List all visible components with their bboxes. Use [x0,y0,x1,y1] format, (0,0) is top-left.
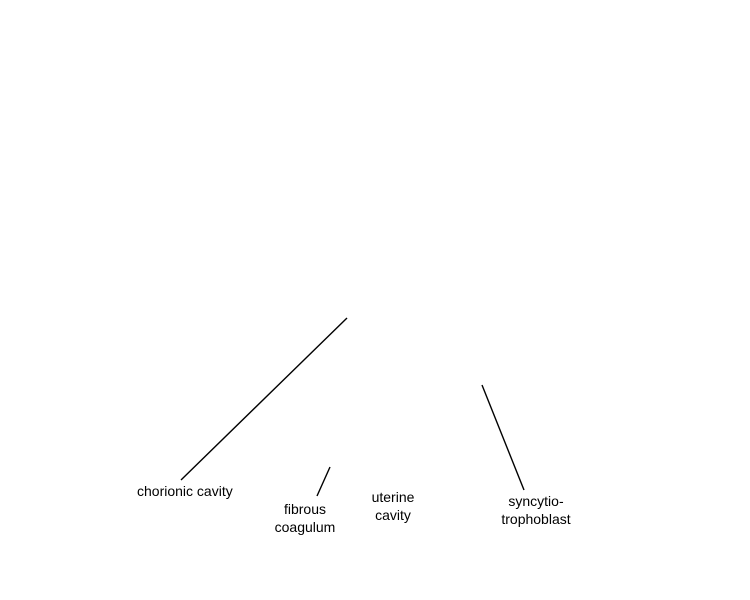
fibrous-coagulum-line2: coagulum [274,519,336,535]
syncytiotrophoblast-leader-line [482,385,524,490]
chorionic-cavity-text: chorionic cavity [137,483,233,499]
fibrous-coagulum-leader-line [317,467,330,496]
uterine-cavity-line2: cavity [375,507,411,523]
fibrous-coagulum-label [262,500,348,536]
syncytiotrophoblast-label [486,492,586,528]
chorionic-cavity-label [137,482,233,500]
uterine-cavity-label [355,488,431,524]
uterine-cavity-line1: uterine [371,489,415,505]
syncytiotrophoblast-line1: syncytio- [508,493,564,509]
syncytiotrophoblast-line2: trophoblast [501,511,571,527]
chorionic-cavity-leader-line [181,318,347,480]
fibrous-coagulum-line1: fibrous [283,501,327,517]
